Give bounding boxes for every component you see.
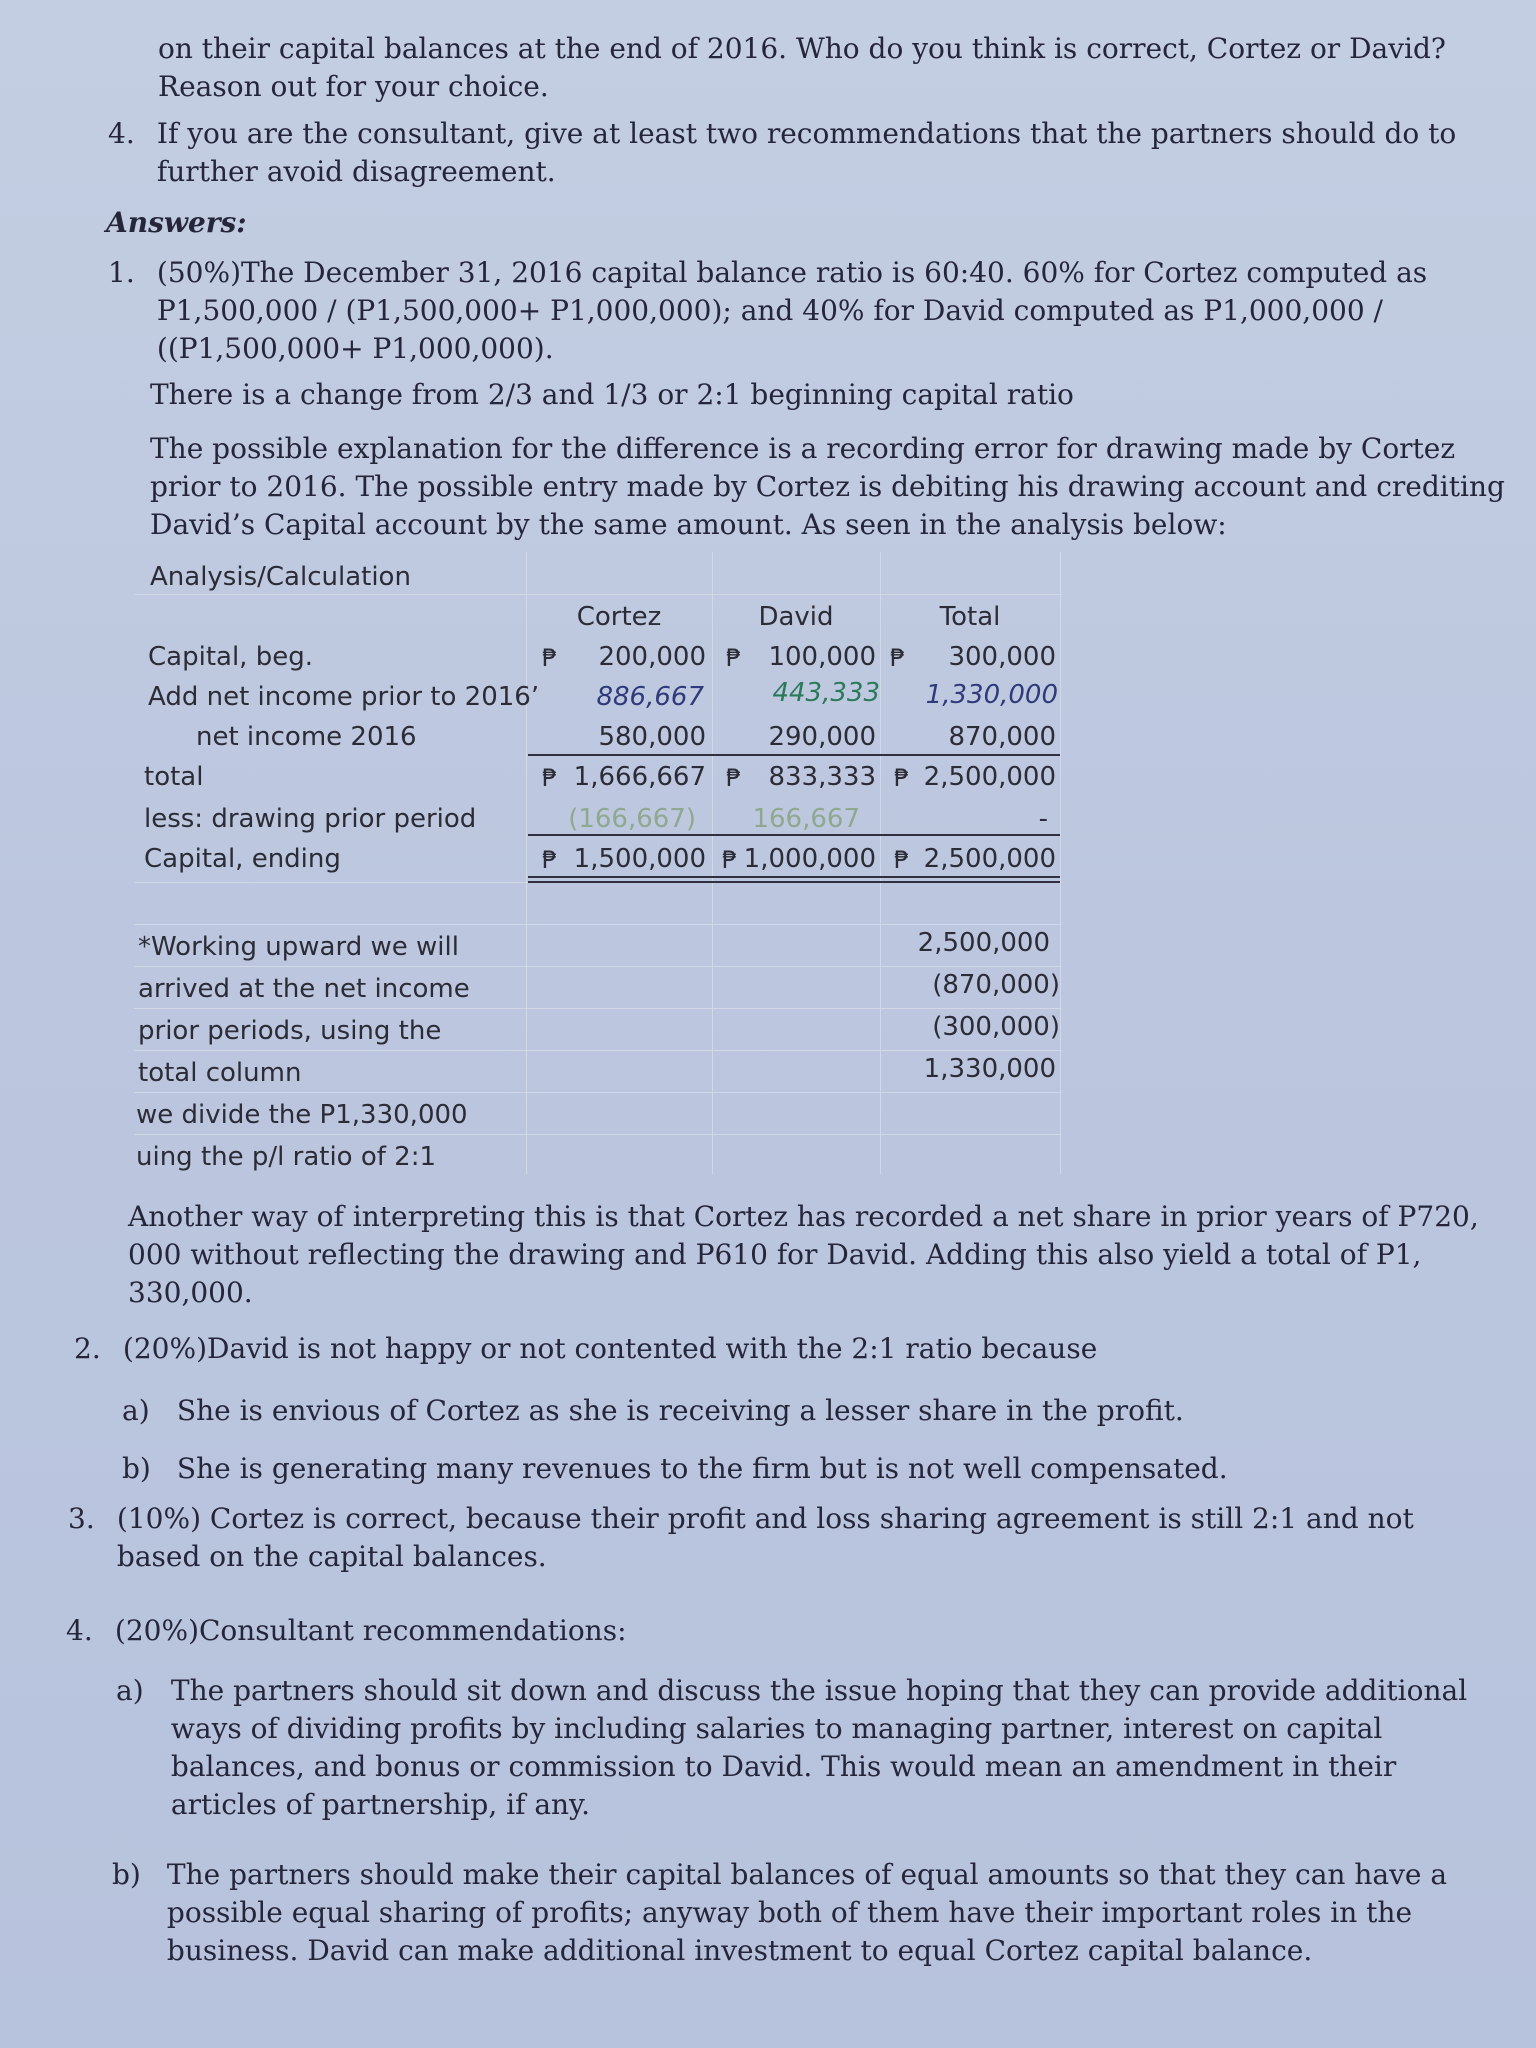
row-label: net income 2016 — [196, 722, 417, 752]
cell-cortez-handwritten: 886,667 — [596, 682, 704, 712]
list-number: 2. — [74, 1332, 101, 1365]
peso-sign: ₱ — [722, 846, 738, 874]
text-line: 330,000. — [128, 1276, 253, 1309]
text-line: Another way of interpreting this is that Cortez has recorded a net share in prior years of P720, — [128, 1200, 1479, 1233]
text-line: Reason out for your choice. — [158, 70, 549, 103]
list-number: 3. — [68, 1502, 95, 1535]
work-value: 1,330,000 — [923, 1054, 1056, 1084]
list-number: 4. — [108, 117, 135, 150]
text-line: balances, and bonus or commission to David. This would mean an amendment in their — [170, 1750, 1397, 1783]
cell-total: - — [1038, 804, 1048, 834]
cell-total: 2,500,000 — [923, 844, 1056, 874]
working-note-line: *Working upward we will — [138, 932, 459, 962]
text-line: articles of partnership, if any. — [170, 1788, 591, 1821]
cell-cortez: 580,000 — [598, 722, 706, 752]
grid-line — [134, 1050, 1062, 1051]
text-line: 000 without reflecting the drawing and P610 for David. Adding this also yield a total of P1, — [128, 1238, 1422, 1271]
grid-line — [1060, 552, 1061, 1174]
sum-rule — [528, 834, 1060, 836]
cell-david: 290,000 — [768, 722, 876, 752]
sheet-title: Analysis/Calculation — [150, 562, 411, 592]
text-line: business. David can make additional investment to equal Cortez capital balance. — [166, 1934, 1313, 1967]
work-value: 2,500,000 — [917, 928, 1050, 958]
text-line: (50%)The December 31, 2016 capital balance ratio is 60:40. 60% for Cortez computed as — [156, 256, 1428, 289]
question-4 — [108, 115, 1456, 191]
row-label: Capital, beg. — [148, 642, 313, 672]
item-text: She is generating many revenues to the firm but is not well compensated. — [176, 1452, 1228, 1485]
cell-david: 833,333 — [768, 762, 876, 792]
working-note-line: total column — [138, 1058, 302, 1088]
list-number: 4. — [66, 1614, 93, 1647]
cell-total: 2,500,000 — [923, 762, 1056, 792]
text-line: based on the capital balances. — [116, 1540, 547, 1573]
peso-sign: ₱ — [726, 644, 742, 672]
grid-line — [134, 1092, 1062, 1093]
alternative-interpretation — [128, 1198, 1479, 1312]
row-label: Capital, ending — [144, 844, 341, 874]
work-value: (300,000) — [932, 1012, 1060, 1042]
header-total: Total — [939, 602, 1001, 632]
working-note-line: arrived at the net income — [138, 974, 470, 1004]
text-line: ((P1,500,000+ P1,000,000). — [156, 332, 554, 365]
cell-cortez: 1,666,667 — [573, 762, 706, 792]
sum-rule — [528, 754, 1060, 756]
text-line: ways of dividing profits by including salaries to managing partner, interest on capital — [170, 1712, 1383, 1745]
text-line: The partners should sit down and discuss the issue hoping that they can provide additional — [170, 1674, 1468, 1707]
item-letter: a) — [122, 1394, 150, 1427]
grid-line — [134, 966, 1062, 967]
answer-4-text: (20%)Consultant recommendations: — [114, 1614, 627, 1647]
text-line: further avoid disagreement. — [156, 155, 556, 188]
peso-sign: ₱ — [542, 644, 558, 672]
answer-1-explanation — [150, 430, 1505, 544]
answer-4-item-b — [112, 1856, 1447, 1970]
grid-line — [134, 1008, 1062, 1009]
cell-david: 166,667 — [752, 804, 860, 834]
answer-1 — [108, 254, 1427, 368]
cell-cortez: 200,000 — [598, 642, 706, 672]
text-line: possible equal sharing of profits; anyway both of them have their important roles in the — [166, 1896, 1413, 1929]
list-number: 1. — [108, 256, 135, 289]
item-letter: a) — [116, 1674, 144, 1707]
double-underline — [528, 876, 1060, 878]
cell-total: 870,000 — [948, 722, 1056, 752]
cell-total-handwritten: 1,330,000 — [925, 680, 1058, 710]
peso-sign: ₱ — [894, 846, 910, 874]
work-value: (870,000) — [932, 970, 1060, 1000]
row-label: Add net income prior to 2016’ — [148, 682, 540, 712]
cell-cortez: (166,667) — [568, 804, 696, 834]
ratio-change-note: There is a change from 2/3 and 1/3 or 2:1 beginning capital ratio — [150, 378, 1074, 411]
cell-david-handwritten: 443,333 — [772, 678, 880, 708]
row-label: total — [144, 762, 204, 792]
peso-sign: ₱ — [890, 644, 906, 672]
working-note-line: uing the p/l ratio of 2:1 — [136, 1142, 437, 1172]
grid-line — [134, 594, 1062, 595]
answer-2-text: (20%)David is not happy or not contented with the 2:1 ratio because — [122, 1332, 1098, 1365]
peso-sign: ₱ — [542, 764, 558, 792]
answers-heading: Answers: — [106, 206, 247, 239]
answer-2-item-a — [122, 1392, 1184, 1430]
row-label: less: drawing prior period — [144, 804, 477, 834]
header-cortez: Cortez — [576, 602, 662, 632]
peso-sign: ₱ — [894, 764, 910, 792]
cell-david: 100,000 — [768, 642, 876, 672]
item-letter: b) — [122, 1452, 151, 1485]
text-line: David’s Capital account by the same amount. As seen in the analysis below: — [150, 508, 1227, 541]
grid-line — [134, 924, 1062, 925]
answer-3 — [68, 1500, 1414, 1576]
text-line: If you are the consultant, give at least two recommendations that the partners should do to — [156, 117, 1457, 150]
grid-line — [134, 1134, 1062, 1135]
text-line: The possible explanation for the difference is a recording error for drawing made by Cortez — [150, 432, 1456, 465]
item-letter: b) — [112, 1858, 141, 1891]
working-note-line: prior periods, using the — [138, 1016, 442, 1046]
text-line: The partners should make their capital balances of equal amounts so that they can have a — [166, 1858, 1448, 1891]
answer-2-item-b — [122, 1450, 1228, 1488]
text-line: P1,500,000 / (P1,500,000+ P1,000,000); and 40% for David computed as P1,000,000 / — [156, 294, 1383, 327]
working-note-line: we divide the P1,330,000 — [136, 1100, 468, 1130]
answer-4-item-a — [116, 1672, 1467, 1824]
cell-david: 1,000,000 — [743, 844, 876, 874]
text-line: prior to 2016. The possible entry made by Cortez is debiting his drawing account and crediting — [150, 470, 1505, 503]
double-underline — [528, 881, 1060, 883]
analysis-spreadsheet — [134, 552, 1062, 1174]
text-line: on their capital balances at the end of 2016. Who do you think is correct, Cortez or David? — [158, 32, 1446, 65]
peso-sign: ₱ — [542, 846, 558, 874]
cell-cortez: 1,500,000 — [573, 844, 706, 874]
cell-total: 300,000 — [948, 642, 1056, 672]
peso-sign: ₱ — [726, 764, 742, 792]
question-3-continuation — [158, 30, 1446, 106]
text-line: (10%) Cortez is correct, because their profit and loss sharing agreement is still 2:1 and not — [116, 1502, 1414, 1535]
answer-4 — [66, 1612, 627, 1650]
answer-2 — [74, 1330, 1097, 1368]
header-david: David — [758, 602, 834, 632]
item-text: She is envious of Cortez as she is receiving a lesser share in the profit. — [176, 1394, 1184, 1427]
